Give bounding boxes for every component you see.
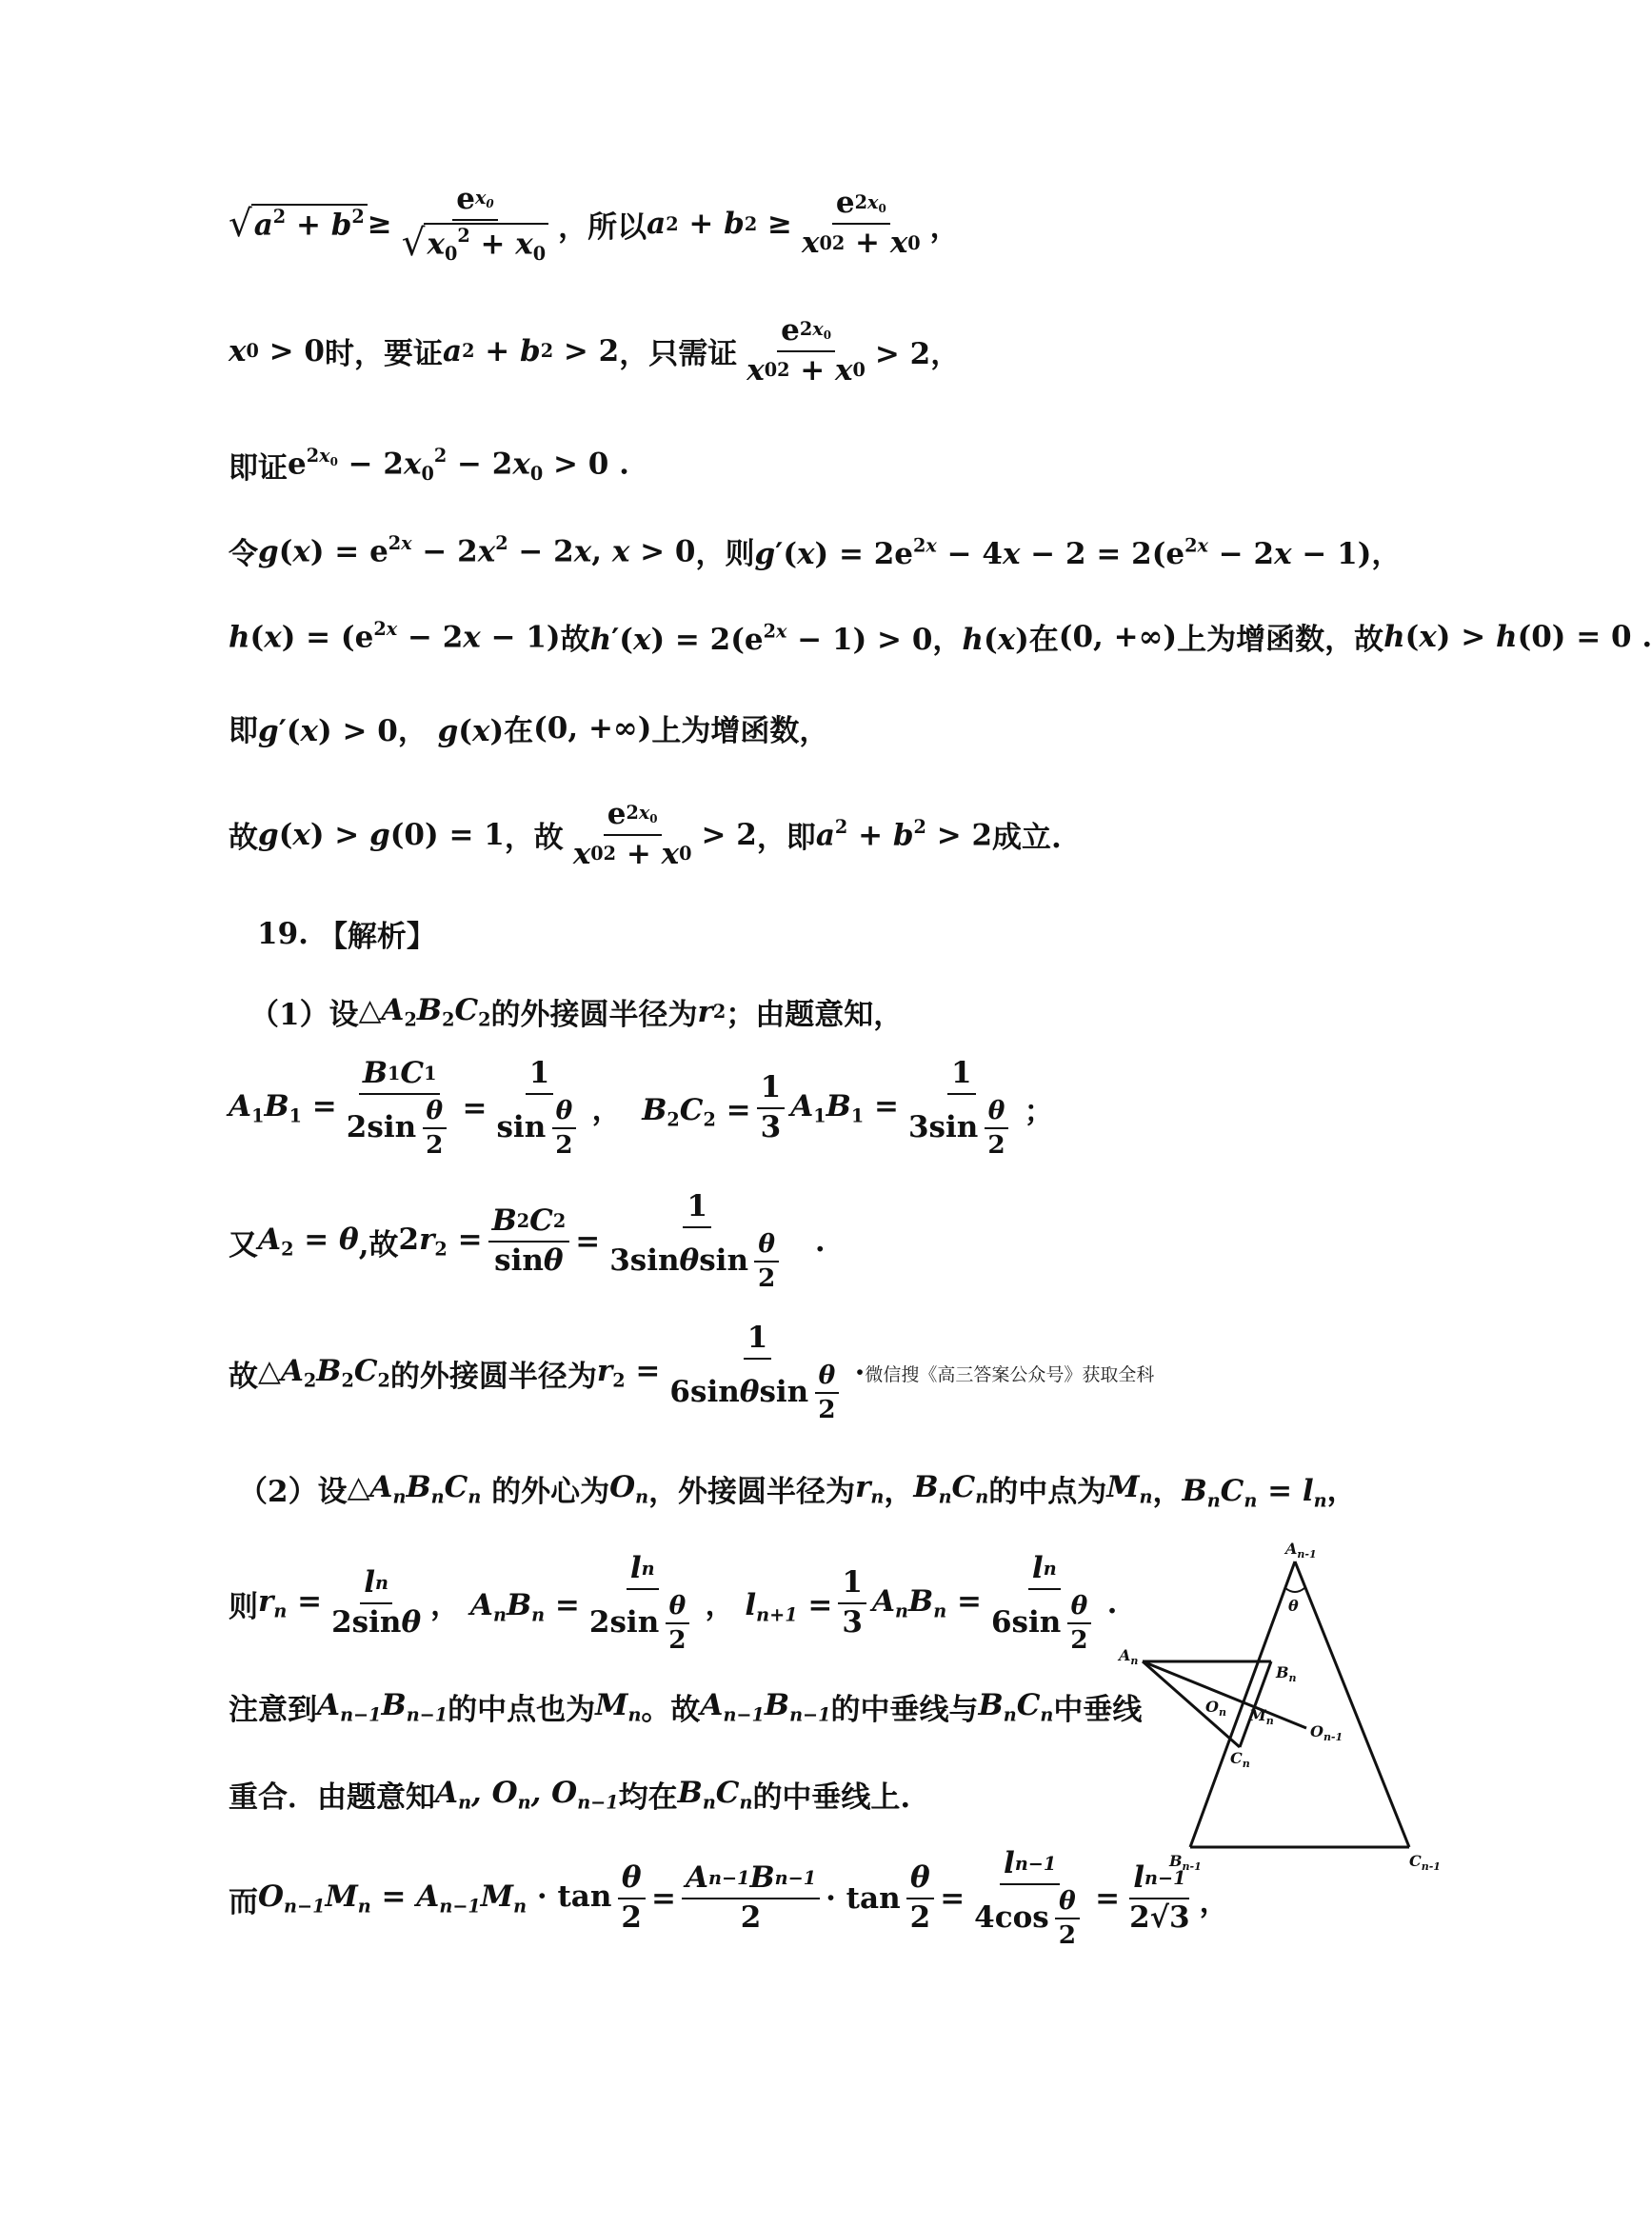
- text: 在: [1028, 623, 1059, 657]
- line-2: x 0 > 0 时，要证 a 2 + b 2 > 2 ，只需证 e $2x_0$ x 0 2 + x 0 > 2，: [229, 313, 961, 388]
- angle-arc: [1285, 1588, 1304, 1592]
- fraction: e $x_0$ √ $x_0^2 + x_0$: [398, 183, 552, 265]
- text: 即证: [229, 451, 288, 486]
- line-3: 即证 $e^{2x_0} - 2x_0^2 - 2x_0 > 0$ .: [229, 445, 629, 486]
- text: 。故: [641, 1693, 701, 1727]
- part2-eq2: 而 $O_{n-1}M_n = A_{n-1}M_n \cdot \tan$ $\frac{\theta}{2}$ = A n−1 B n−1 2 · tan $\frac{\theta}{2}$ = l n−1 4cos $\frac{\theta}{2}$ = l n−1 2√3 ，: [229, 1846, 1229, 1950]
- section-heading: [257, 912, 436, 955]
- text: 均在: [618, 1780, 678, 1815]
- part2-eq1: 则 $r_n$ = l n 2sin θ ， $A_nB_n$ = l n 2sin $\frac{\theta}{2}$ ， $l_{n+1}$ = $\frac{1}{3}$ $A_nB_n$ = l n 6sin $\frac{\theta}{2}$ .: [229, 1551, 1118, 1655]
- label-on1: $O_{n-1}$: [1310, 1722, 1343, 1743]
- watermark-text: 微信搜《高三答案公众号》获取全科: [865, 1363, 1155, 1385]
- text: ，则: [695, 537, 755, 571]
- label-bn1: $B_{n-1}$: [1169, 1852, 1202, 1873]
- text: 即: [229, 714, 258, 748]
- sqrt-expr: √ $a^2 + b^2$: [229, 203, 368, 246]
- label-mn: $M_n$: [1249, 1706, 1274, 1727]
- text: 又: [229, 1227, 258, 1263]
- part1-eq2: 又 $A_2 = \theta$ ,故 $2r_2$ = B 2 C 2 sin θ = 1 3sin θ sin $\frac{\theta}{2}$ .: [229, 1189, 826, 1293]
- text: 而: [229, 1884, 258, 1919]
- fraction: e $2x_0$ x 0 2 + x 0: [572, 797, 692, 871]
- part1-result: 故 $\triangle A_2B_2C_2$ 的外接圆半径为 $r_2$ = 1 6sin θ sin $\frac{\theta}{2}$ · 微信搜《高三答案公众号》获取全科: [229, 1321, 1155, 1424]
- label-cn: $C_n$: [1230, 1749, 1250, 1770]
- text: 时，要证: [325, 337, 443, 372]
- fraction: B 2 C 2 sin θ: [488, 1204, 570, 1278]
- fraction: e $2x_0$ x 0 2 + x 0: [746, 313, 866, 388]
- edge-an-cn: [1143, 1661, 1240, 1747]
- line-7: 故 g(x) > g(0) = 1 ，故 e $2x_0$ x 0 2 + x 0 > 2 ，即 $a^2 + b^2 > 2$ 成立.: [229, 797, 1062, 871]
- label-an: $A_n$: [1119, 1646, 1139, 1667]
- text: 的中点为: [988, 1475, 1107, 1510]
- part1-intro: （1）设 $\triangle A_2B_2C_2$ 的外接圆半径为 r 2 ；由题意知，: [249, 990, 903, 1033]
- text: 的中点也为: [448, 1693, 596, 1727]
- text: 重合．由题意知: [229, 1780, 435, 1815]
- text: （1）设: [249, 998, 359, 1032]
- label-theta: θ: [1288, 1597, 1299, 1615]
- part2-note: 注意到 $A_{n-1}B_{n-1}$ 的中点也为 $M_n$ 。故 $A_{n-1}B_{n-1}$ 的中垂线与 $B_nC_n$ 中垂线: [229, 1685, 1142, 1728]
- text: 故: [229, 821, 258, 856]
- edge-apex-c: [1295, 1561, 1409, 1847]
- part1-eq1: $A_1B_1$ = B 1 C 1 2sin $\frac{\theta}{2}$ = 1 sin $\frac{\theta}{2}$ ， $B_2C_2$ = $\frac{1}{3}$ $A_1B_1$ = 1 3sin $\frac{\theta}{2}$ ；: [229, 1056, 1054, 1160]
- heading-number: 19.: [257, 916, 309, 951]
- fraction: 1 6sin θ sin $\frac{\theta}{2}$: [666, 1322, 848, 1424]
- part2-intro: （2）设 $\triangle A_nB_nC_n$ 的外心为 $O_n$ ，外接圆半径为 $r_n$ ， $B_nC_n$ 的中点为 $M_n$ ， $B_nC_n = l_n$，: [238, 1466, 1357, 1512]
- text: ，外接圆半径为: [648, 1475, 856, 1510]
- label-apex: $A_{n-1}$: [1285, 1540, 1317, 1561]
- text: 则: [229, 1589, 258, 1624]
- text: 上为增函数，: [651, 714, 829, 748]
- text: 的外接圆半径为: [389, 1359, 597, 1394]
- text: ，故: [504, 821, 564, 856]
- triangle-figure: [1095, 1533, 1457, 1883]
- line-6: 即 g′(x) > 0， g(x) 在 (0, +∞) 上为增函数，: [229, 706, 828, 749]
- text: ，即: [756, 821, 816, 856]
- triangle-diagram: [1095, 1533, 1457, 1876]
- text: 上为增函数，故: [1177, 623, 1384, 657]
- fraction: B 1 C 1 2sin $\frac{\theta}{2}$: [343, 1057, 457, 1160]
- text: （2）设: [238, 1475, 348, 1510]
- text: 故: [229, 1359, 258, 1394]
- text: ；由题意知，: [726, 998, 904, 1032]
- text: 的外心为: [491, 1475, 610, 1510]
- text: ，所以: [558, 209, 647, 245]
- line-1: √ $a^2 + b^2$ ≥ e $x_0$ √ $x_0^2 + x_0$ ，所以 a 2 + b 2 ≥ e $2x_0$ x 0 2 + x 0 ，: [229, 182, 960, 265]
- fraction: 1 3sin $\frac{\theta}{2}$: [905, 1057, 1019, 1160]
- text: 成立.: [992, 821, 1062, 856]
- text: 中垂线: [1053, 1693, 1143, 1727]
- line-4: 令 $g(x) = e^{2x} - 2x^2 - 2x$, x > 0 ，则 $g'(x) = 2e^{2x} - 4x - 2 = 2(e^{2x} - 2x - 1)$，: [229, 529, 1401, 572]
- text: 的中垂线与: [830, 1693, 979, 1727]
- text: ,故: [358, 1227, 399, 1263]
- fraction: 1 sin $\frac{\theta}{2}$: [492, 1057, 586, 1160]
- label-cn1: $C_{n-1}$: [1409, 1852, 1441, 1873]
- fraction: e $2x_0$ x 0 2 + x 0: [802, 186, 921, 261]
- text: 注意到: [229, 1693, 317, 1727]
- line-5: $h(x) = (e^{2x} - 2x - 1)$ 故 $h'(x) = 2(e^{2x} - 1) > 0$，h(x) 在 (0, +∞) 上为增函数，故 h(x) > h(0) = 0 .: [229, 615, 1652, 658]
- text: 故: [560, 623, 590, 657]
- text: 令: [229, 537, 258, 571]
- heading-label: 【解析】: [317, 920, 436, 954]
- text: ，只需证: [619, 337, 738, 372]
- fraction: 1 3sin θ sin $\frac{\theta}{2}$: [606, 1190, 788, 1293]
- label-on: $O_n$: [1205, 1698, 1226, 1719]
- text: 的外接圆半径为: [490, 998, 698, 1032]
- text: 在: [504, 714, 534, 748]
- text: 的中垂线上.: [752, 1780, 911, 1815]
- part2-note2: 重合．由题意知 $A_n$, $O_n$, $O_{n-1}$ 均在 $B_nC_n$ 的中垂线上.: [229, 1773, 910, 1816]
- label-bn: $B_n$: [1276, 1663, 1297, 1684]
